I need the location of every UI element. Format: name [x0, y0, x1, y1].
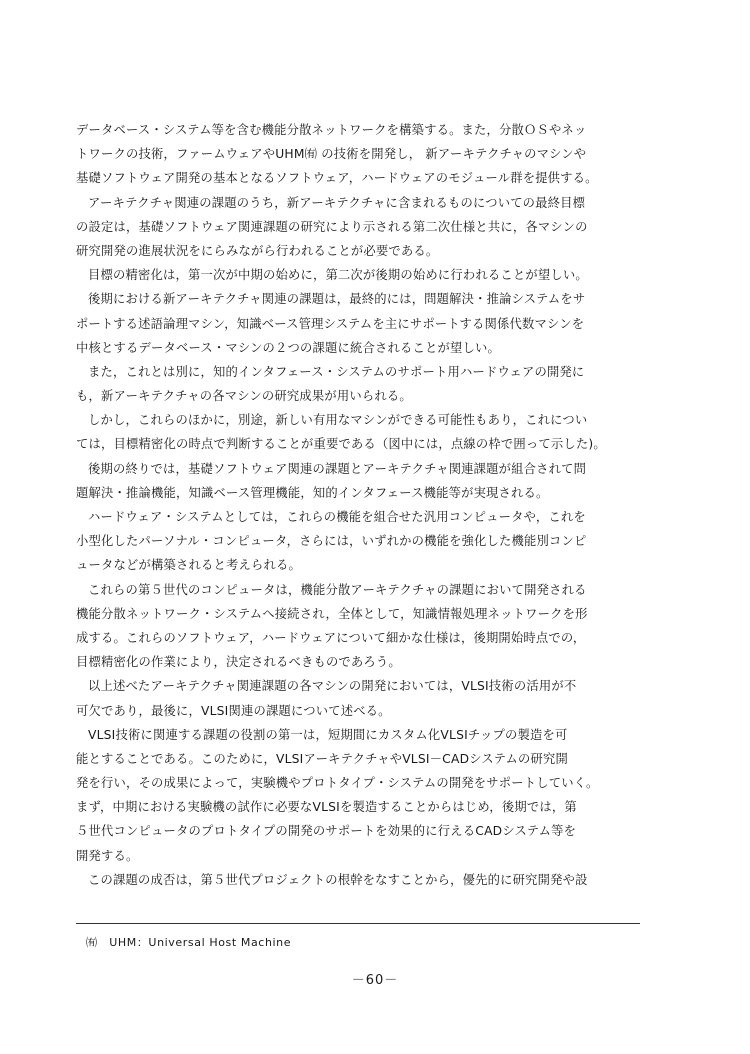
footnote-divider [76, 923, 640, 924]
text-line: ュータなどが構築されると考えられる。 [76, 558, 301, 573]
text-line: データベース・システム等を含む機能分散ネットワークを構築する。また，分散ＯＳやネッ [76, 123, 587, 137]
text-line: ハードウェア・システムとしては，これらの機能を組合せた汎用コンピュータや，これを [88, 510, 586, 524]
text-line: トワークの技術，ファームウェアやUHM㈲ の技術を開発し， 新アーキテクチャのマシンや [76, 147, 587, 162]
text-line: 目標の精密化は，第一次が中期の始めに，第二次が後期の始めに行われることが望しい。 [88, 268, 588, 283]
text-line: ポートする述語論理マシン，知識ベース管理システムを主にサポートする関係代数マシンを [76, 316, 585, 331]
body-text [76, 118, 644, 892]
text-line: 以上述べたアーキテクチャ関連課題の各マシンの開発においては，VLSI技術の活用が不 [88, 679, 577, 694]
text-line: この課題の成否は，第５世代プロジェクトの根幹をなすことから，優先的に研究開発や設 [88, 872, 588, 887]
text-line: 目標精密化の作業により，決定されるべきものであろう。 [76, 655, 401, 670]
footnote: ㈲ UHM：Universal Host Machine [86, 936, 292, 949]
text-line: まず，中期における実験機の試作に必要なVLSIを製造することからはじめ，後期では，第 [76, 800, 577, 815]
text-line: 基礎ソフトウェア開発の基本となるソフトウェア，ハードウェアのモジュール群を提供する。 [76, 171, 598, 186]
text-line: 能とすることである。このために，VLSIアーキテクチャやVLSI－CADシステムの研究開 [76, 751, 568, 766]
text-line: 題解決・推論機能，知識ベース管理機能，知的インタフェース機能等が実現される。 [76, 485, 549, 500]
text-line: 研究開発の進展状況をにらみながら行われることが必要である。 [76, 243, 439, 258]
text-line: 小型化したパーソナル・コンピュータ，さらには，いずれかの機能を強化した機能別コンピ [76, 534, 587, 549]
text-line: 可欠であり，最後に，VLSI関連の課題について述べる。 [76, 703, 391, 718]
page-number: －60－ [351, 973, 399, 988]
text-line: また，これとは別に，知的インタフェース・システムのサポート用ハードウェアの開発に [88, 364, 585, 379]
text-line: ては，目標精密化の時点で判断することが重要である（図中には，点線の枠で囲って示した)。 [76, 437, 606, 452]
text-line: 中核とするデータベース・マシンの２つの課題に統合されることが望しい。 [76, 340, 500, 355]
text-line: これらの第５世代のコンピュータは，機能分散アーキテクチャの課題において開発される [88, 582, 587, 597]
text-line: 後期の終りでは，基礎ソフトウェア関連の課題とアーキテクチャ関連課題が組合されて問 [88, 461, 587, 476]
text-line: アーキテクチャ関連の課題のうち，新アーキテクチャに含まれるものについての最終目標 [88, 195, 586, 210]
text-line: 後期における新アーキテクチャ関連の課題は，最終的には，問題解決・推論システムをサ [88, 292, 586, 307]
text-line: 発を行い，その成果によって，実験機やプロトタイプ・システムの開発をサポートしていく。 [76, 776, 599, 791]
text-line: 成する。これらのソフトウェア，ハードウェアについて細かな仕様は，後期開始時点での， [76, 630, 586, 645]
text-line: ５世代コンピュータのプロトタイプの開発のサポートを効果的に行えるCADシステム等を [76, 824, 577, 839]
text-line: の設定は，基礎ソフトウェア関連課題の研究により示される第二次仕様と共に，各マシンの [76, 219, 588, 234]
text-line: VLSI技術に関連する課題の役割の第一は，短期間にカスタム化VLSIチップの製造を可 [88, 727, 568, 742]
text-line: 機能分散ネットワーク・システムへ接続され，全体として，知識情報処理ネットワークを形 [76, 606, 588, 621]
text-line: しかし，これらのほかに，別途，新しい有用なマシンができる可能性もあり，これについ [88, 413, 588, 428]
text-line: も，新アーキテクチャの各マシンの研究成果が用いられる。 [76, 389, 412, 404]
text-line: 開発する。 [76, 848, 139, 863]
